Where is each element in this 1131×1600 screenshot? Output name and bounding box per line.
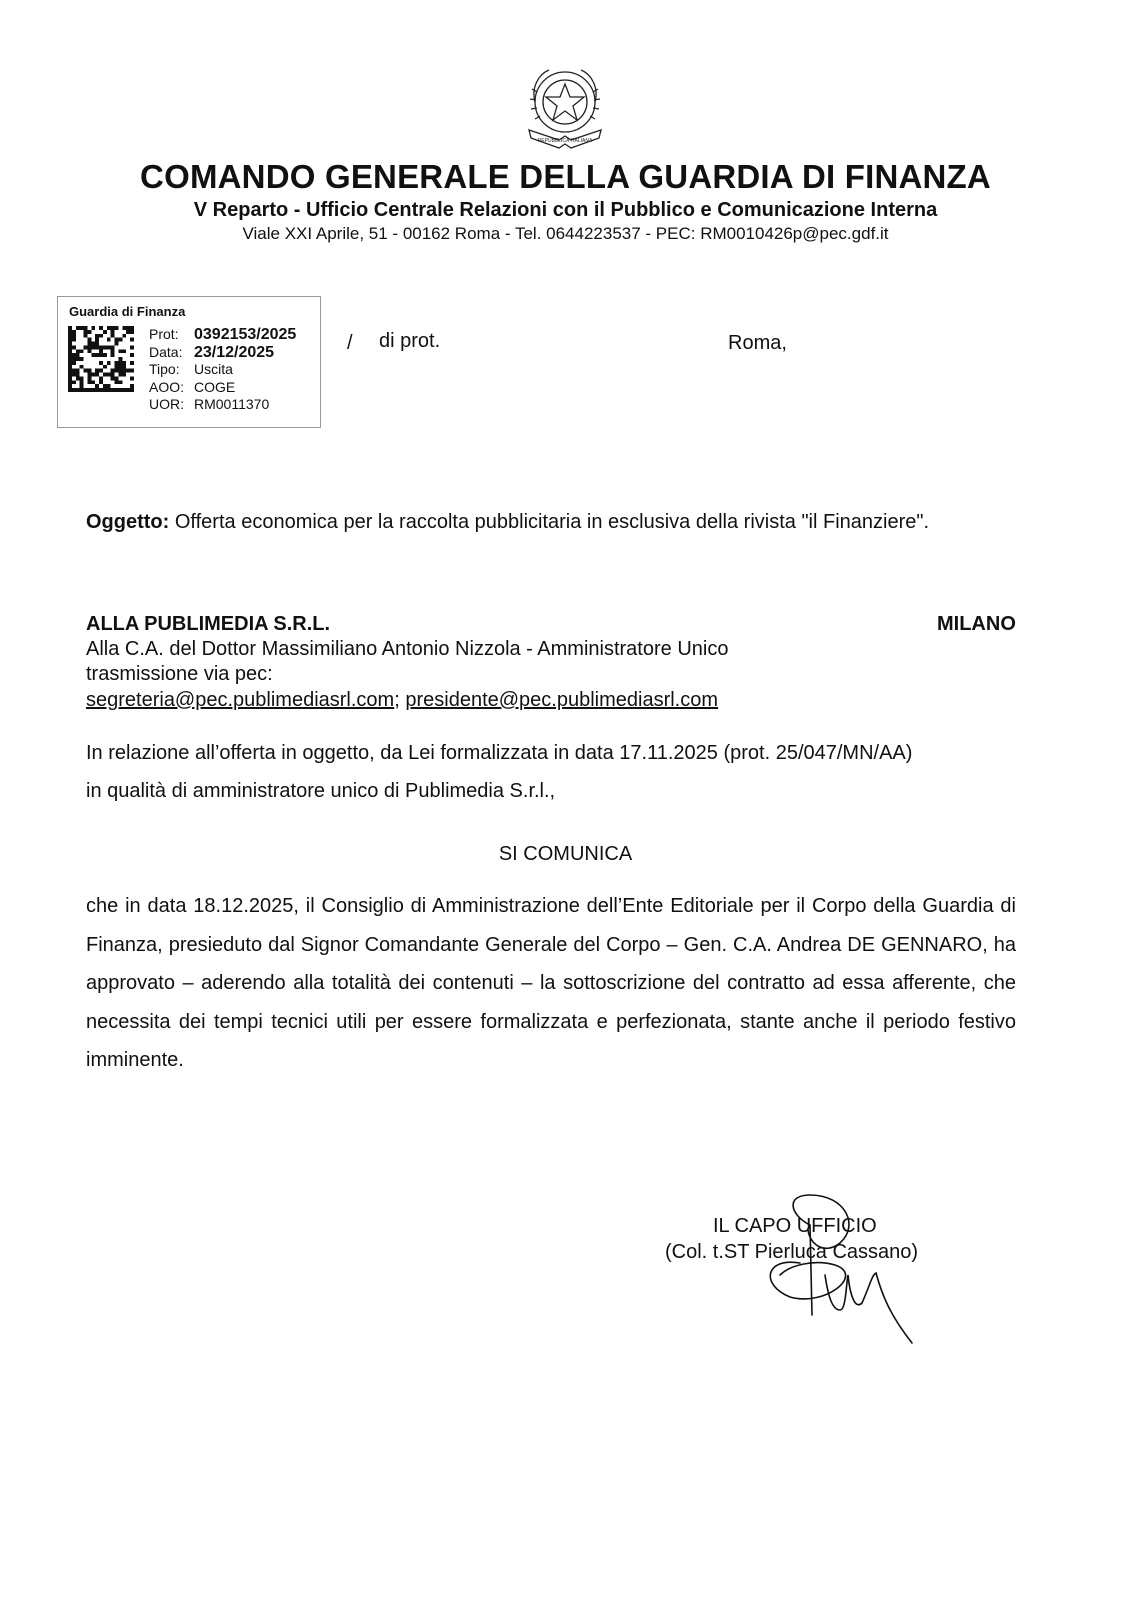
handwritten-signature-icon: [650, 1185, 970, 1355]
intro-line-2: in qualità di amministratore unico di Publimedia S.r.l.,: [86, 780, 556, 802]
department-subtitle: V Reparto - Ufficio Centrale Relazioni con il Pubblico e Comunicazione Interna: [193, 199, 938, 221]
protocol-date: 23/12/2025: [194, 343, 275, 361]
subject-text: Offerta economica per la raccolta pubblicitaria in esclusiva della rivista "il Finanziere".: [169, 511, 930, 533]
ref-di-prot: di prot.: [379, 330, 441, 352]
protocol-aoo: COGE: [194, 378, 236, 395]
main-paragraph: che in data 18.12.2025, il Consiglio di Amministrazione dell’Ente Editoriale per il Corpo della Guardia di Finanza, presieduto dal Signor Comandante Generale del Corpo – Gen. C.A. Andrea DE GENNARO, ha approvato – aderendo alla totalità dei contenuti – la sottoscrizione del contratto ad essa afferente, che necessita dei tempi tecnici utili per essere formalizzata e perfezionata, stante anche il periodo festivo imminente.: [86, 895, 1016, 1071]
signatory-role: IL CAPO UFFICIO: [713, 1215, 877, 1237]
field-data: Data: 23/12/2025: [149, 343, 275, 361]
intro-line-1: In relazione all’offerta in oggetto, da Lei formalizzata in data 17.11.2025 (prot. 25/047/MN/AA): [86, 742, 913, 764]
transmission-label: trasmissione via pec:: [86, 663, 273, 685]
datamatrix-code-icon: [67, 326, 135, 392]
email-link-presidente[interactable]: presidente@pec.publimediasrl.com: [405, 689, 719, 711]
field-uor: UOR: RM0011370: [149, 396, 270, 412]
protocol-type: Uscita: [194, 361, 233, 377]
field-prot: Prot: 0392153/2025: [149, 326, 297, 343]
recipient-name: ALLA PUBLIMEDIA S.R.L.: [86, 613, 331, 635]
protocol-stamp: [57, 296, 321, 428]
signatory-name: (Col. t.ST Pierluca Cassano): [665, 1241, 919, 1263]
email-link-segreteria[interactable]: segreteria@pec.publimediasrl.com: [86, 689, 395, 711]
recipient-emails: segreteria@pec.publimediasrl.com; presidente@pec.publimediasrl.com: [86, 689, 719, 711]
subject-line: [86, 511, 929, 534]
office-address: Viale XXI Aprile, 51 - 00162 Roma - Tel. 0644223537 - PEC: RM0010426p@pec.gdf.it: [242, 224, 889, 243]
protocol-number: 0392153/2025: [194, 326, 297, 343]
field-aoo: AOO: COGE: [149, 378, 236, 395]
emblem-ribbon-text: REPUBBLICA ITALIANA: [537, 138, 593, 144]
field-tipo: Tipo: Uscita: [149, 361, 233, 377]
organization-title: COMANDO GENERALE DELLA GUARDIA DI FINANZA: [140, 158, 991, 195]
protocol-fields: [149, 326, 296, 414]
italian-republic-emblem-icon: [519, 62, 611, 152]
stamp-org: Guardia di Finanza: [69, 304, 186, 319]
recipient-attention: Alla C.A. del Dottor Massimiliano Antonio Nizzola - Amministratore Unico: [86, 638, 729, 660]
si-comunica-heading: SI COMUNICA: [498, 843, 633, 865]
protocol-uor: RM0011370: [194, 396, 270, 412]
signature-block: [650, 1185, 970, 1355]
ref-slash: /: [347, 332, 353, 354]
subject-label: Oggetto:: [86, 511, 170, 533]
recipient-city: MILANO: [937, 613, 1016, 635]
place-date: Roma,: [728, 332, 787, 354]
